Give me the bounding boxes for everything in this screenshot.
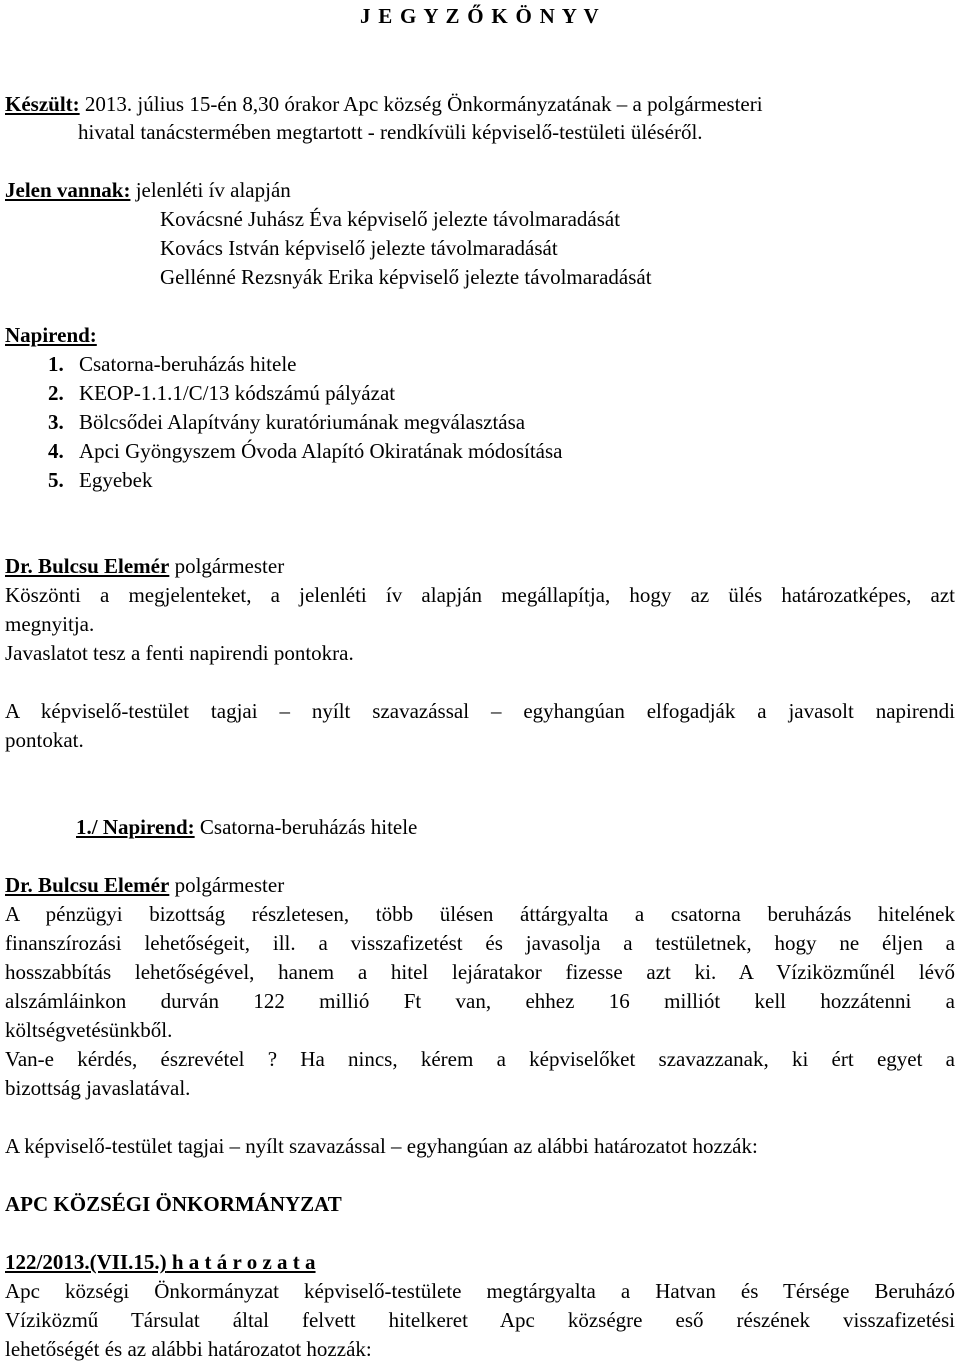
speaker-role: polgármester [169,873,285,897]
agenda-item-num: 1. [48,352,64,376]
agenda-item-text: Csatorna-beruházás hitele [79,352,297,376]
vote-result: A képviselő-testület tagjai – nyílt szavazással – egyhangúan az alábbi határozatot hozzák: [5,1134,758,1158]
agenda-item-text: Egyebek [79,468,153,492]
vote-result: A képviselő-testület tagjai – nyílt szavazással – egyhangúan elfogadják a javasolt napirendi [5,699,955,723]
jelen-text: jelenléti ív alapján [130,178,291,202]
agenda-item [48,408,525,437]
speaker-paragraph: hosszabbítás lehetőségével, hanem a hitel lejáratakor fizesse azt ki. A Víziközműnél lévő [5,960,955,984]
keszult-text: 2013. július 15-én 8,30 órakor Apc község Önkormányzatának – a polgármesteri [79,92,763,116]
agenda-heading [76,813,417,842]
speaker-question-end: bizottság javaslatával. [5,1076,191,1100]
speaker-name: Dr. Bulcsu Elemér [5,873,170,897]
napirend-label: Napirend: [5,323,97,347]
resolution-label: h a t á r o z a t a [166,1250,316,1274]
speaker-paragraph: alszámláinkon durván 122 millió Ft van, ehhez 16 milliót kell hozzátenni a [5,989,955,1013]
resolution-text-end: lehetőségét és az alábbi határozatot hozzák: [5,1337,372,1361]
speaker-line [5,871,284,900]
agenda-heading-prefix: 1./ Napirend: [76,815,195,839]
speaker-paragraph-end: költségvetésünkből. [5,1018,173,1042]
speaker-paragraph: finanszírozási lehetőségeit, ill. a visszafizetést és javasolja a testületnek, hogy ne éljen a [5,931,955,955]
jelen-line [5,176,291,205]
speaker-name: Dr. Bulcsu Elemér [5,554,170,578]
authority-heading: APC KÖZSÉGI ÖNKORMÁNYZAT [5,1192,342,1216]
speaker-paragraph: Köszönti a megjelenteket, a jelenléti ív alapján megállapítja, hogy az ülés határozatképes, azt [5,583,955,607]
agenda-heading-text: Csatorna-beruházás hitele [194,815,418,839]
resolution-text: Víziközmű Társulat által felvett hitelkeret Apc községre eső részének visszafizetési [5,1308,955,1332]
resolution-heading [5,1248,316,1277]
agenda-item-num: 4. [48,439,64,463]
speaker-line [5,552,284,581]
vote-result-end: pontokat. [5,728,84,752]
absent-member: Kovácsné Juhász Éva képviselő jelezte távolmaradását [160,207,621,231]
keszult-line [5,90,763,119]
agenda-item [48,379,395,408]
agenda-item-num: 5. [48,468,64,492]
agenda-item [48,437,562,466]
speaker-proposal: Javaslatot tesz a fenti napirendi pontokra. [5,641,354,665]
resolution-text: Apc községi Önkormányzat képviselő-testülete megtárgyalta a Hatvan és Térsége Beruházó [5,1279,955,1303]
speaker-role: polgármester [169,554,285,578]
jelen-label: Jelen vannak: [5,178,131,202]
speaker-question: Van-e kérdés, észrevétel ? Ha nincs, kérem a képviselőket szavazzanak, ki ért egyet a [5,1047,955,1071]
agenda-item-num: 2. [48,381,64,405]
absent-member: Gellénné Rezsnyák Erika képviselő jelezte távolmaradását [160,265,652,289]
agenda-item-text: Bölcsődei Alapítvány kuratóriumának megválasztása [79,410,526,434]
agenda-item [48,350,297,379]
resolution-number: 122/2013.(VII.15.) [5,1250,167,1274]
agenda-item-num: 3. [48,410,64,434]
speaker-paragraph-end: megnyitja. [5,612,95,636]
absent-member: Kovács István képviselő jelezte távolmaradását [160,236,558,260]
keszult-line-2: hivatal tanácstermében megtartott - rendkívüli képviselő-testületi üléséről. [78,120,703,144]
agenda-item-text: KEOP-1.1.1/C/13 kódszámú pályázat [79,381,396,405]
speaker-paragraph: A pénzügyi bizottság részletesen, több ülésen áttárgyalta a csatorna beruházás hitelének [5,902,955,926]
agenda-item-text: Apci Gyöngyszem Óvoda Alapító Okiratának módosítása [79,439,563,463]
document-title: J E G Y Z Ő K Ö N Y V [360,4,600,28]
keszult-label: Készült: [5,92,80,116]
agenda-item [48,466,152,495]
